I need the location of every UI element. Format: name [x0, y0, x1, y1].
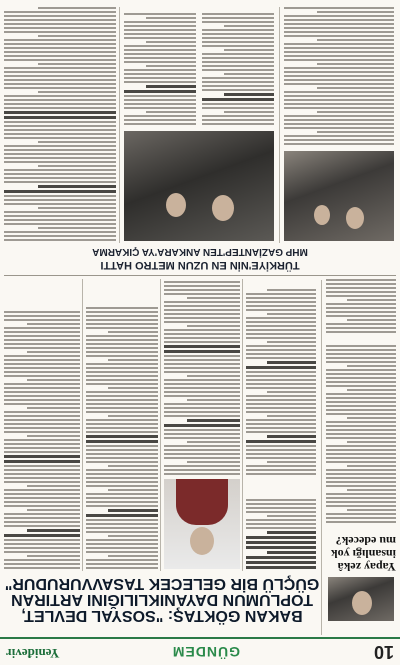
mhp-photo	[124, 131, 274, 241]
column-body	[326, 343, 396, 523]
main-story-body-3	[86, 305, 158, 569]
main-story-lead	[246, 497, 316, 569]
main-headline-line-3: GÜÇLÜ BİR GELECEK TASAVVURUDUR"	[4, 575, 320, 592]
minister-face	[190, 527, 214, 555]
main-headline-line-2: TOPLUMUN DAYANIKLILIĞINI ARTIRAN	[11, 591, 313, 608]
main-headline-line-1: BAKAN GÖKTAŞ: "SOSYAL DEVLET,	[21, 607, 303, 624]
page-number: 10	[373, 642, 394, 662]
section-title: GÜNDEM	[171, 644, 240, 660]
newspaper-logo: Yeniđevir	[6, 646, 60, 661]
columnist-photo	[328, 577, 394, 621]
columnist-face	[352, 591, 372, 615]
metro-photo	[284, 151, 394, 241]
masthead	[0, 637, 400, 665]
main-story-body-2	[164, 279, 240, 475]
mhp-story-body-3	[4, 5, 116, 241]
metro-headline: TÜRKİYE'NİN EN UZUN METRO HATTI	[100, 259, 300, 271]
mhp-story-body-1	[202, 11, 274, 125]
mhp-story-body-2	[124, 11, 196, 125]
main-story-body-1	[246, 287, 316, 475]
minister-jacket	[176, 479, 228, 525]
minister-photo	[164, 479, 240, 569]
column-body-lower	[326, 277, 396, 333]
main-headline	[4, 575, 320, 623]
column-title: Yapay zekâ insanlığı yok mu edecek?	[330, 534, 396, 574]
main-story-body-4	[4, 309, 80, 569]
metro-story-body	[284, 5, 394, 145]
mhp-headline: MHP GAZİANTEP'TEN ANKARA'YA ÇIKARMA	[92, 246, 308, 257]
